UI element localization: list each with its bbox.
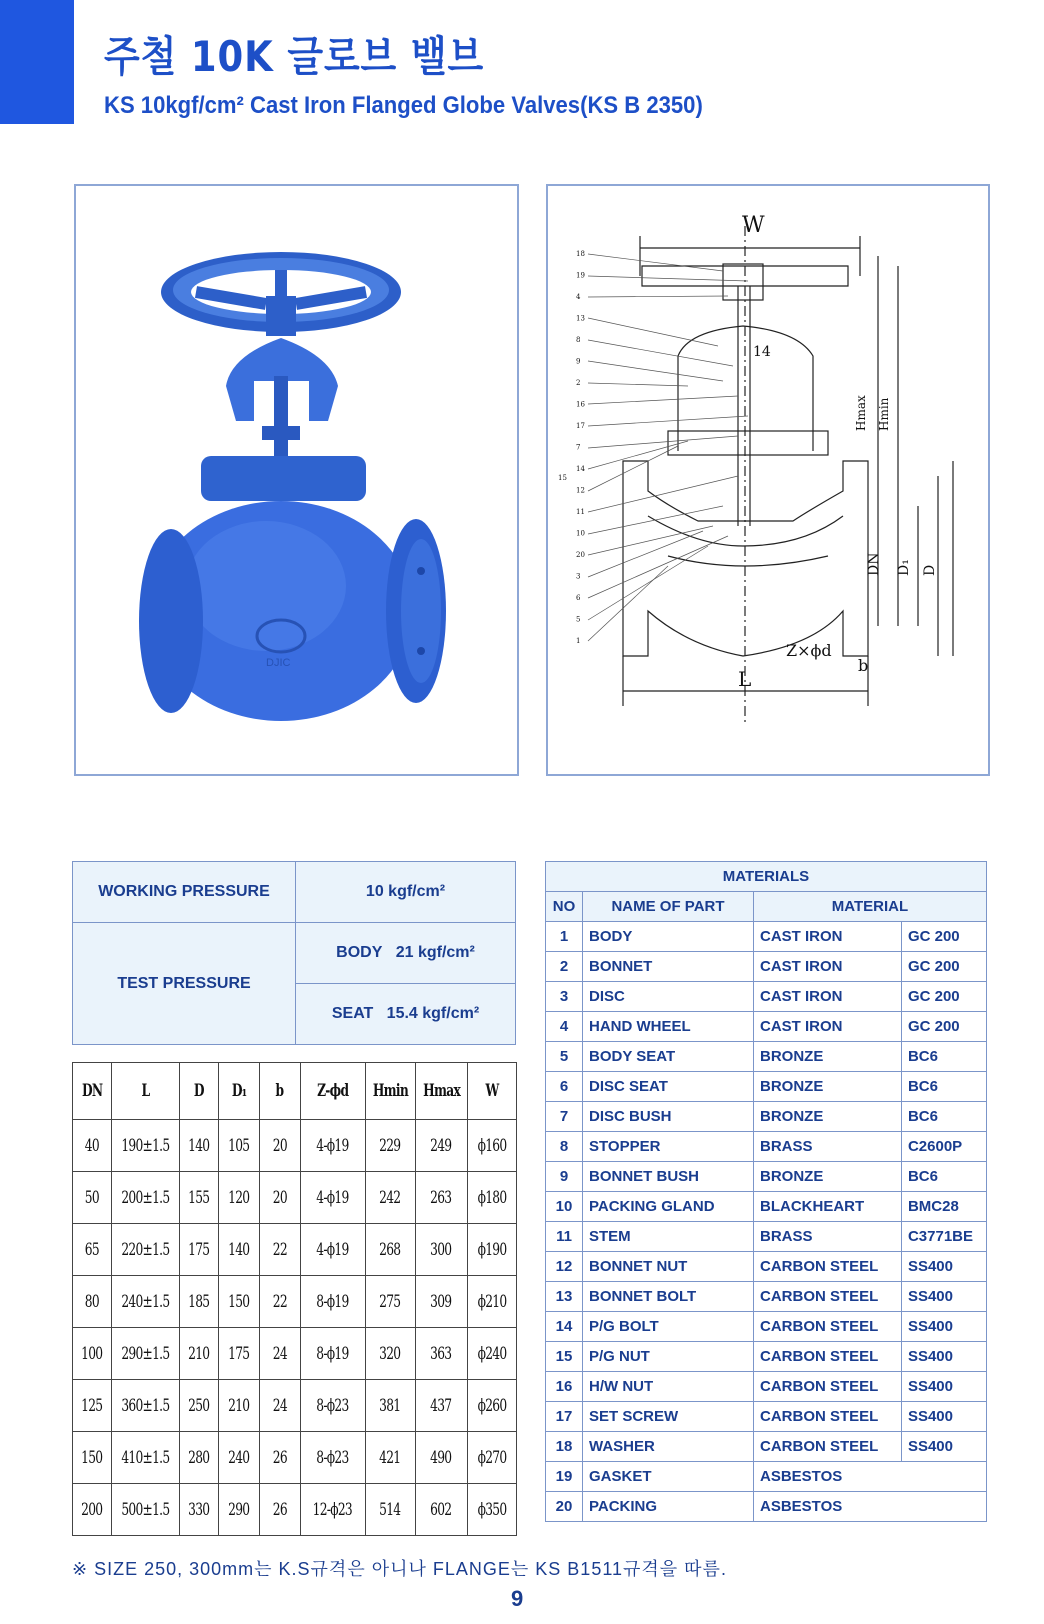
material-grade: C3771BE (901, 1222, 986, 1252)
dimensions-row (73, 1224, 517, 1276)
material-row (546, 952, 987, 982)
dimension-cell: 24 (259, 1380, 300, 1432)
dimension-cell: 210 (218, 1380, 259, 1432)
dimension-cell: 26 (259, 1432, 300, 1484)
material-no: 16 (546, 1372, 583, 1402)
material-row (546, 1402, 987, 1432)
material-row (546, 1462, 987, 1492)
dim-D1: D₁ (896, 559, 912, 576)
dimension-cell: 268 (365, 1224, 415, 1276)
working-pressure-label: WORKING PRESSURE (73, 862, 296, 923)
callout-number: 6 (576, 594, 581, 602)
dim-Zd: Z×ϕd (786, 641, 832, 660)
valve-cross-section-drawing (546, 184, 990, 776)
part-name: HAND WHEEL (583, 1012, 754, 1042)
dimension-cell: 500±1.5 (112, 1484, 180, 1536)
material-no: 20 (546, 1492, 583, 1522)
dimension-cell: 4-ϕ19 (300, 1172, 365, 1224)
callout-number: 12 (576, 486, 585, 495)
dimensions-table (72, 1062, 517, 1536)
dim-Hmin: Hmin (877, 397, 891, 431)
material-no: 10 (546, 1192, 583, 1222)
dimension-cell: 190±1.5 (112, 1120, 180, 1172)
dimension-cell: 150 (218, 1276, 259, 1328)
dimension-cell: 421 (365, 1432, 415, 1484)
callout-number: 9 (576, 357, 581, 366)
material-grade: SS400 (901, 1342, 986, 1372)
material-grade: SS400 (901, 1372, 986, 1402)
material-grade: BMC28 (901, 1192, 986, 1222)
page-title-korean: 주철 10K 글로브 밸브 (104, 32, 485, 81)
dimension-cell: 8-ϕ23 (300, 1380, 365, 1432)
body-label: BODY (336, 944, 383, 961)
part-name: BONNET (583, 952, 754, 982)
dimension-cell: 249 (415, 1120, 467, 1172)
material-name: ASBESTOS (754, 1492, 987, 1522)
material-grade: GC 200 (901, 952, 986, 982)
material-grade: GC 200 (901, 1012, 986, 1042)
material-grade: C2600P (901, 1132, 986, 1162)
dimensions-row (73, 1328, 517, 1380)
dimension-cell: 175 (179, 1224, 218, 1276)
material-row (546, 1102, 987, 1132)
material-no: 13 (546, 1282, 583, 1312)
callout-14-inner: 14 (753, 344, 771, 360)
material-name: CARBON STEEL (754, 1312, 902, 1342)
dimension-cell: 4-ϕ19 (300, 1120, 365, 1172)
dim-DN: DN (866, 552, 882, 576)
part-name: BONNET NUT (583, 1252, 754, 1282)
callout-number: 1 (576, 637, 581, 645)
material-row (546, 1222, 987, 1252)
body-value: 21 kgf/cm² (395, 944, 475, 961)
material-name: CARBON STEEL (754, 1282, 902, 1312)
dimension-cell: 8-ϕ23 (300, 1432, 365, 1484)
col-material: MATERIAL (754, 892, 987, 922)
material-grade: SS400 (901, 1432, 986, 1462)
material-row (546, 1432, 987, 1462)
part-name: PACKING (583, 1492, 754, 1522)
dimension-cell: 4-ϕ19 (300, 1224, 365, 1276)
brand-mark: DJIC (266, 657, 291, 669)
part-name: PACKING GLAND (583, 1192, 754, 1222)
material-row (546, 982, 987, 1012)
dimension-cell: 240±1.5 (112, 1276, 180, 1328)
dimension-cell: 210 (179, 1328, 218, 1380)
page-number: 9 (511, 1586, 524, 1611)
callout-number: 3 (576, 572, 581, 581)
callout-number: 16 (576, 400, 585, 409)
dim-Hmax: Hmax (854, 395, 868, 431)
callout-number: 20 (576, 551, 585, 559)
part-name: SET SCREW (583, 1402, 754, 1432)
footnote: ※ SIZE 250, 300mm는 K.S규격은 아니나 FLANGE는 KS B1511규격을 따름. (72, 1559, 727, 1579)
material-no: 5 (546, 1042, 583, 1072)
part-name: P/G BOLT (583, 1312, 754, 1342)
dimension-cell: 140 (179, 1120, 218, 1172)
material-name: BRONZE (754, 1072, 902, 1102)
material-grade: BC6 (901, 1072, 986, 1102)
dimension-cell: 65 (73, 1224, 112, 1276)
dimension-cell: 229 (365, 1120, 415, 1172)
material-no: 14 (546, 1312, 583, 1342)
material-name: BLACKHEART (754, 1192, 902, 1222)
dimension-cell: ϕ160 (467, 1120, 516, 1172)
material-grade: SS400 (901, 1282, 986, 1312)
material-no: 11 (546, 1222, 583, 1252)
material-no: 8 (546, 1132, 583, 1162)
material-row (546, 1072, 987, 1102)
dim-W: W (742, 213, 765, 238)
col-name-of-part: NAME OF PART (583, 892, 754, 922)
dimension-cell: 514 (365, 1484, 415, 1536)
material-row (546, 1042, 987, 1072)
dimension-cell: 150 (73, 1432, 112, 1484)
material-no: 4 (546, 1012, 583, 1042)
dimension-cell: 185 (179, 1276, 218, 1328)
dimension-cell: 20 (259, 1120, 300, 1172)
material-no: 1 (546, 922, 583, 952)
page-title-english: KS 10kgf/cm² Cast Iron Flanged Globe Valves(KS B 2350) (104, 92, 703, 119)
material-grade: SS400 (901, 1312, 986, 1342)
material-name: CARBON STEEL (754, 1252, 902, 1282)
dimensions-row (73, 1484, 517, 1536)
material-no: 19 (546, 1462, 583, 1492)
material-row (546, 1282, 987, 1312)
material-no: 12 (546, 1252, 583, 1282)
dimension-cell: 175 (218, 1328, 259, 1380)
working-pressure-value: 10 kgf/cm² (296, 862, 516, 923)
col-header: W (467, 1063, 516, 1120)
material-grade: GC 200 (901, 982, 986, 1012)
test-pressure-seat (296, 984, 516, 1045)
dimension-cell: ϕ350 (467, 1484, 516, 1536)
dimension-cell: 140 (218, 1224, 259, 1276)
dimension-cell: 8-ϕ19 (300, 1276, 365, 1328)
material-grade: BC6 (901, 1042, 986, 1072)
material-name: BRONZE (754, 1042, 902, 1072)
dimension-cell: 40 (73, 1120, 112, 1172)
materials-caption: MATERIALS (546, 862, 987, 892)
part-name: BONNET BUSH (583, 1162, 754, 1192)
material-no: 3 (546, 982, 583, 1012)
material-name: CARBON STEEL (754, 1372, 902, 1402)
dimension-cell: ϕ260 (467, 1380, 516, 1432)
dimension-cell: 250 (179, 1380, 218, 1432)
dimension-cell: 290±1.5 (112, 1328, 180, 1380)
part-name: GASKET (583, 1462, 754, 1492)
material-name: CARBON STEEL (754, 1402, 902, 1432)
dimensions-row (73, 1276, 517, 1328)
dimension-cell: 300 (415, 1224, 467, 1276)
dimension-cell: 100 (73, 1328, 112, 1380)
part-name: WASHER (583, 1432, 754, 1462)
dimension-cell: 105 (218, 1120, 259, 1172)
material-row (546, 1132, 987, 1162)
dimensions-row (73, 1380, 517, 1432)
part-name: STOPPER (583, 1132, 754, 1162)
dimensions-row (73, 1120, 517, 1172)
drawing-svg (548, 186, 988, 774)
dimension-cell: 50 (73, 1172, 112, 1224)
seat-value: 15.4 kgf/cm² (386, 1005, 480, 1022)
col-header: Hmin (365, 1063, 415, 1120)
test-pressure-label: TEST PRESSURE (73, 923, 296, 1045)
col-header: Hmax (415, 1063, 467, 1120)
dimension-cell: 155 (179, 1172, 218, 1224)
material-name: CAST IRON (754, 922, 902, 952)
material-name: ASBESTOS (754, 1462, 987, 1492)
dimension-cell: 240 (218, 1432, 259, 1484)
dimension-cell: 12-ϕ23 (300, 1484, 365, 1536)
callout-number: 17 (576, 422, 585, 430)
dimension-cell: 120 (218, 1172, 259, 1224)
col-no: NO (546, 892, 583, 922)
dimension-cell: 125 (73, 1380, 112, 1432)
dimension-cell: 275 (365, 1276, 415, 1328)
col-header: D (179, 1063, 218, 1120)
material-no: 17 (546, 1402, 583, 1432)
part-name: STEM (583, 1222, 754, 1252)
dimensions-row (73, 1172, 517, 1224)
material-name: BRONZE (754, 1162, 902, 1192)
dimension-cell: 200 (73, 1484, 112, 1536)
material-name: BRASS (754, 1132, 902, 1162)
dimension-cell: 381 (365, 1380, 415, 1432)
dimension-cell: ϕ190 (467, 1224, 516, 1276)
callout-number: 13 (576, 314, 585, 323)
material-row (546, 1162, 987, 1192)
globe-valve-image (76, 186, 517, 774)
material-row (546, 1312, 987, 1342)
material-name: CARBON STEEL (754, 1432, 902, 1462)
material-row (546, 1372, 987, 1402)
dimension-cell: 263 (415, 1172, 467, 1224)
dimension-cell: 490 (415, 1432, 467, 1484)
part-name: BODY (583, 922, 754, 952)
callout-number: 18 (576, 250, 585, 258)
dimension-cell: 309 (415, 1276, 467, 1328)
dimension-cell: 220±1.5 (112, 1224, 180, 1276)
material-no: 15 (546, 1342, 583, 1372)
part-name: DISC SEAT (583, 1072, 754, 1102)
material-no: 2 (546, 952, 583, 982)
part-name: BONNET BOLT (583, 1282, 754, 1312)
material-row (546, 1192, 987, 1222)
callout-number: 14 (576, 465, 585, 473)
dim-D: D (922, 564, 938, 576)
callout-number: 5 (576, 615, 581, 624)
part-name: P/G NUT (583, 1342, 754, 1372)
material-row (546, 1342, 987, 1372)
material-no: 7 (546, 1102, 583, 1132)
part-name: BODY SEAT (583, 1042, 754, 1072)
part-name: DISC (583, 982, 754, 1012)
part-name: H/W NUT (583, 1372, 754, 1402)
pressure-table (72, 861, 516, 1045)
col-header: DN (73, 1063, 112, 1120)
material-name: CAST IRON (754, 982, 902, 1012)
dimension-cell: ϕ210 (467, 1276, 516, 1328)
dimension-cell: 80 (73, 1276, 112, 1328)
dimension-cell: 22 (259, 1276, 300, 1328)
dimension-cell: 437 (415, 1380, 467, 1432)
material-no: 9 (546, 1162, 583, 1192)
material-row (546, 1492, 987, 1522)
dimension-cell: 602 (415, 1484, 467, 1536)
material-grade: GC 200 (901, 922, 986, 952)
callout-number: 4 (576, 293, 581, 301)
material-no: 18 (546, 1432, 583, 1462)
callout-number: 19 (576, 271, 585, 280)
material-grade: SS400 (901, 1252, 986, 1282)
dimension-cell: ϕ240 (467, 1328, 516, 1380)
col-header: L (112, 1063, 180, 1120)
material-grade: SS400 (901, 1402, 986, 1432)
test-pressure-body (296, 923, 516, 984)
material-name: CAST IRON (754, 952, 902, 982)
header-accent-block (0, 0, 74, 124)
seat-label: SEAT (331, 1005, 374, 1022)
material-name: BRASS (754, 1222, 902, 1252)
dimension-cell: 280 (179, 1432, 218, 1484)
callout-number: 10 (576, 529, 585, 538)
dimension-cell: ϕ270 (467, 1432, 516, 1484)
material-name: BRONZE (754, 1102, 902, 1132)
dimension-cell: 360±1.5 (112, 1380, 180, 1432)
dimension-cell: 290 (218, 1484, 259, 1536)
dimension-cell: 320 (365, 1328, 415, 1380)
part-name: DISC BUSH (583, 1102, 754, 1132)
dimension-cell: 363 (415, 1328, 467, 1380)
material-no: 6 (546, 1072, 583, 1102)
dimension-cell: 242 (365, 1172, 415, 1224)
col-header: D₁ (218, 1063, 259, 1120)
dim-b: b (858, 656, 869, 675)
dimensions-row (73, 1432, 517, 1484)
callout-number: 11 (576, 508, 585, 516)
col-header: Z-ϕd (300, 1063, 365, 1120)
callout-15: 15 (558, 474, 567, 482)
dimension-cell: 410±1.5 (112, 1432, 180, 1484)
dimension-cell: 24 (259, 1328, 300, 1380)
dimension-cell: 22 (259, 1224, 300, 1276)
callout-number: 8 (576, 336, 581, 344)
material-grade: BC6 (901, 1162, 986, 1192)
material-grade: BC6 (901, 1102, 986, 1132)
dimension-cell: ϕ180 (467, 1172, 516, 1224)
dimension-cell: 8-ϕ19 (300, 1328, 365, 1380)
dim-L: L (738, 667, 752, 691)
material-row (546, 1252, 987, 1282)
dimension-cell: 200±1.5 (112, 1172, 180, 1224)
valve-photo (74, 184, 519, 776)
materials-table (545, 861, 987, 1522)
material-row (546, 922, 987, 952)
material-name: CAST IRON (754, 1012, 902, 1042)
callout-number: 7 (576, 443, 581, 452)
dimension-cell: 330 (179, 1484, 218, 1536)
material-name: CARBON STEEL (754, 1342, 902, 1372)
dimension-cell: 26 (259, 1484, 300, 1536)
material-row (546, 1012, 987, 1042)
dimensions-header-row (73, 1063, 517, 1120)
dimension-cell: 20 (259, 1172, 300, 1224)
col-header: b (259, 1063, 300, 1120)
callout-number: 2 (576, 379, 581, 387)
